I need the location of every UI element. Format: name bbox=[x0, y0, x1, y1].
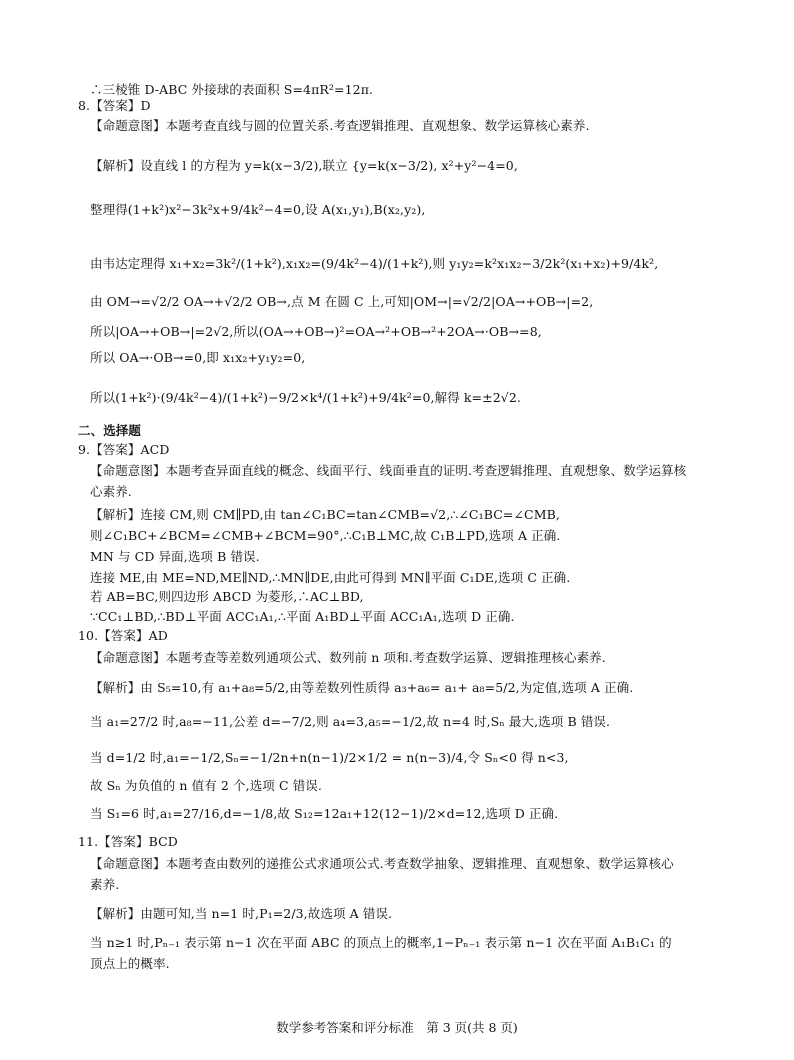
text-line: 【解析】由 S₅=10,有 a₁+a₈=5/2,由等差数列性质得 a₃+a₆= a₁+ a₈=5/2,为定值,选项 A 正确. bbox=[90, 680, 634, 695]
text-line: 顶点上的概率. bbox=[90, 956, 170, 971]
section-heading: 二、选择题 bbox=[78, 423, 142, 438]
text-line: 【命题意图】本题考查异面直线的概念、线面平行、线面垂直的证明.考查逻辑推理、直观想象、数学运算核 bbox=[90, 463, 687, 478]
text-line: 由 OM→=√2/2 OA→+√2/2 OB→,点 M 在圆 C 上,可知|OM→|=√2/2|OA→+OB→|=2, bbox=[90, 294, 594, 309]
text-line: 若 AB=BC,则四边形 ABCD 为菱形,∴AC⊥BD, bbox=[90, 589, 364, 604]
text-line: 【命题意图】本题考查直线与圆的位置关系.考查逻辑推理、直观想象、数学运算核心素养. bbox=[90, 118, 590, 133]
answer-heading-8: 8.【答案】D bbox=[78, 98, 151, 113]
text-line: 由韦达定理得 x₁+x₂=3k²/(1+k²),x₁x₂=(9/4k²−4)/(1+k²),则 y₁y₂=k²x₁x₂−3/2k²(x₁+x₂)+9/4k², bbox=[90, 256, 659, 271]
answer-heading-9: 9.【答案】ACD bbox=[78, 442, 170, 457]
page-footer: 数学参考答案和评分标准 第 3 页(共 8 页) bbox=[276, 1020, 518, 1035]
text-line: ∴三棱锥 D-ABC 外接球的表面积 S=4πR²=12π. bbox=[90, 82, 374, 97]
text-line: 故 Sₙ 为负值的 n 值有 2 个,选项 C 错误. bbox=[90, 778, 322, 793]
text-line: 所以|OA→+OB→|=2√2,所以(OA→+OB→)²=OA→²+OB→²+2OA→·OB→=8, bbox=[90, 324, 542, 339]
text-line: 当 d=1/2 时,a₁=−1/2,Sₙ=−1/2n+n(n−1)/2×1/2 = n(n−3)/4,令 Sₙ<0 得 n<3, bbox=[90, 750, 569, 765]
text-line: 当 S₁=6 时,a₁=27/16,d=−1/8,故 S₁₂=12a₁+12(12−1)/2×d=12,选项 D 正确. bbox=[90, 806, 559, 821]
text-line: 所以 OA→·OB→=0,即 x₁x₂+y₁y₂=0, bbox=[90, 350, 306, 365]
text-line: 当 n≥1 时,Pₙ₋₁ 表示第 n−1 次在平面 ABC 的顶点上的概率,1−Pₙ₋₁ 表示第 n−1 次在平面 A₁B₁C₁ 的 bbox=[90, 935, 672, 950]
text-line: 心素养. bbox=[90, 484, 132, 499]
text-line: 整理得(1+k²)x²−3k²x+9/4k²−4=0,设 A(x₁,y₁),B(x₂,y₂), bbox=[90, 202, 426, 217]
answer-heading-10: 10.【答案】AD bbox=[78, 628, 168, 643]
text-line: 【命题意图】本题考查等差数列通项公式、数列前 n 项和.考查数学运算、逻辑推理核心素养. bbox=[90, 650, 606, 665]
text-line: 当 a₁=27/2 时,a₈=−11,公差 d=−7/2,则 a₄=3,a₅=−1/2,故 n=4 时,Sₙ 最大,选项 B 错误. bbox=[90, 714, 611, 729]
text-line: MN 与 CD 异面,选项 B 错误. bbox=[90, 549, 260, 564]
text-line: 【解析】由题可知,当 n=1 时,P₁=2/3,故选项 A 错误. bbox=[90, 906, 393, 921]
text-line: 所以(1+k²)·(9/4k²−4)/(1+k²)−9/2×k⁴/(1+k²)+9/4k²=0,解得 k=±2√2. bbox=[90, 390, 521, 405]
text-line: 【解析】设直线 l 的方程为 y=k(x−3/2),联立 {y=k(x−3/2), x²+y²−4=0, bbox=[90, 158, 518, 173]
text-line: ∵CC₁⊥BD,∴BD⊥平面 ACC₁A₁,∴平面 A₁BD⊥平面 ACC₁A₁,选项 D 正确. bbox=[90, 609, 515, 624]
text-line: 连接 ME,由 ME=ND,ME∥ND,∴MN∥DE,由此可得到 MN∥平面 C₁DE,选项 C 正确. bbox=[90, 570, 571, 585]
text-line: 素养. bbox=[90, 877, 120, 892]
answer-heading-11: 11.【答案】BCD bbox=[78, 834, 178, 849]
text-line: 【解析】连接 CM,则 CM∥PD,由 tan∠C₁BC=tan∠CMB=√2,∴∠C₁BC=∠CMB, bbox=[90, 507, 560, 522]
text-line: 则∠C₁BC+∠BCM=∠CMB+∠BCM=90°,∴C₁B⊥MC,故 C₁B⊥PD,选项 A 正确. bbox=[90, 528, 561, 543]
text-line: 【命题意图】本题考查由数列的递推公式求通项公式.考查数学抽象、逻辑推理、直观想象、数学运算核心 bbox=[90, 856, 674, 871]
